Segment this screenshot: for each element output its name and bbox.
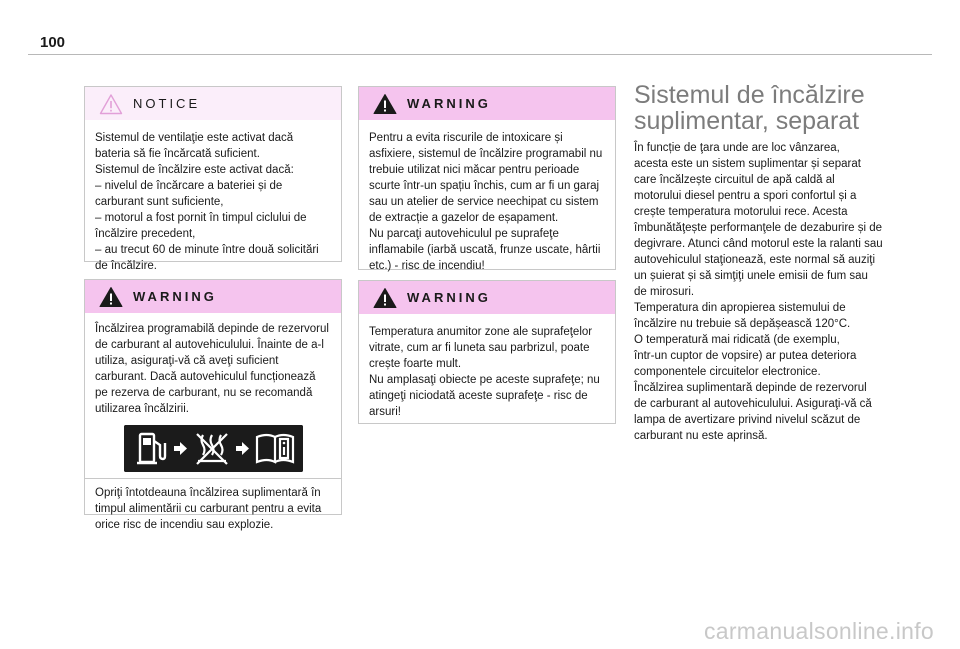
warning-body xyxy=(359,120,615,274)
text-line: Opriţi întotdeauna încălzirea suplimentară în xyxy=(95,487,321,499)
text-line: de mirosuri. xyxy=(634,286,695,298)
warning-body xyxy=(359,314,615,420)
text-line: Încălzirea programabilă depinde de rezervorul xyxy=(95,323,329,335)
warning-box-hot-surfaces xyxy=(358,280,616,424)
text-line: arsuri! xyxy=(369,406,401,418)
text-line: Nu amplasaţi obiecte pe aceste suprafeţe; nu xyxy=(369,374,600,386)
text-line: utilizarea încălzirii. xyxy=(95,403,189,415)
text-line: atingeţi niciodată aceste suprafeţe - risc de xyxy=(369,390,588,402)
text-line: Sistemul de încălzire este activat dacă: xyxy=(95,164,294,176)
text-line: Pentru a evita riscurile de intoxicare și xyxy=(369,132,563,144)
text-line: de carburant al autovehiculului. Înainte de a-l xyxy=(95,339,324,351)
text-line: etc.) - risc de incendiu! xyxy=(369,260,485,272)
text-line: carburant sunt suficiente, xyxy=(95,196,224,208)
text-line: acesta este un sistem suplimentar și separat xyxy=(634,158,861,170)
text-line: încălzire nu trebuie să depășească 120°C. xyxy=(634,318,851,330)
text-line: vitrate, cum ar fi luneta sau parbrizul, poate xyxy=(369,342,590,354)
text-line: carburant nu este aprinsă. xyxy=(634,430,768,442)
text-line: lampa de avertizare privind nivelul scăzut de xyxy=(634,414,861,426)
section-body xyxy=(634,140,896,444)
text-line: Încălzirea suplimentară depinde de rezervorul xyxy=(634,382,867,394)
warning-triangle-filled-icon xyxy=(99,286,123,308)
refuel-heater-illustration xyxy=(124,425,303,472)
text-line: inflamabile (iarbă uscată, frunze uscate, hârtii xyxy=(369,244,601,256)
text-line: – au trecut 60 de minute între două solicitări xyxy=(95,244,319,256)
text-line: asfixiere, sistemul de încălzire programabil nu xyxy=(369,148,603,160)
notice-header xyxy=(85,87,341,120)
text-line: autovehiculul staţionează, este normal să auziţi xyxy=(634,254,876,266)
warning-title: WARNING xyxy=(133,289,217,304)
warning-box-fuel xyxy=(84,279,342,531)
warning-triangle-filled-icon xyxy=(373,93,397,115)
text-line: Temperatura din apropierea sistemului de xyxy=(634,302,846,314)
warning-title: WARNING xyxy=(407,96,491,111)
text-line: îmbunătăţește performanţele de dezaburire și de xyxy=(634,222,883,234)
text-line: carburant. Dacă autovehiculul funcționează xyxy=(95,371,316,383)
notice-title: NOTICE xyxy=(133,96,201,111)
section-title-line: suplimentar, separat xyxy=(634,107,860,135)
text-line: de încălzire. xyxy=(95,260,158,272)
text-line: În funcție de ţara unde are loc vânzarea, xyxy=(634,142,840,154)
notice-box xyxy=(84,86,342,272)
text-line: Temperatura anumitor zone ale suprafeţelor xyxy=(369,326,593,338)
warning-header xyxy=(85,280,341,313)
text-line: – motorul a fost pornit în timpul ciclului de xyxy=(95,212,307,224)
text-line: Sistemul de ventilaţie este activat dacă xyxy=(95,132,294,144)
text-line: utiliza, asiguraţi-vă că aveţi suficient xyxy=(95,355,279,367)
text-line: de extracție a gazelor de eșapament. xyxy=(369,212,559,224)
text-line: de carburant al autovehiculului. Asiguraţi-vă că xyxy=(634,398,872,410)
warning-title: WARNING xyxy=(407,290,491,305)
watermark: carmanualsonline.info xyxy=(703,618,934,644)
text-line: Nu parcaţi autovehiculul pe suprafeţe xyxy=(369,228,559,240)
section-title xyxy=(634,82,934,134)
text-line: timpul alimentării cu carburant pentru a evita xyxy=(95,503,322,515)
warning-triangle-filled-icon xyxy=(373,287,397,309)
text-line: trebuie utilizat nici măcar pentru perioade xyxy=(369,164,580,176)
text-line: crește foarte mult. xyxy=(369,358,462,370)
warning-body-after xyxy=(85,479,341,533)
warning-header xyxy=(359,281,615,314)
section-title-line: Sistemul de încălzire xyxy=(634,81,865,109)
text-line: într-un cuptor de vopsire) ar putea deteriora xyxy=(634,350,857,362)
text-line: – nivelul de încărcare a bateriei și de xyxy=(95,180,283,192)
text-line: sau un atelier de service neechipat cu sistem xyxy=(369,196,599,208)
text-line: încălzire precedent, xyxy=(95,228,196,240)
text-line: O temperatură mai ridicată (de exemplu, xyxy=(634,334,840,346)
text-line: componentele circuitelor electronice. xyxy=(634,366,821,378)
text-line: scurte într-un spațiu închis, cum ar fi un garaj xyxy=(369,180,600,192)
text-line: pe rezerva de carburant, nu se recomandă xyxy=(95,387,313,399)
notice-body xyxy=(85,120,341,274)
text-line: bateria să fie încărcată suficient. xyxy=(95,148,260,160)
text-line: crește temperatura motorului rece. Acesta xyxy=(634,206,848,218)
text-line: care încălzește circuitul de apă caldă al xyxy=(634,174,835,186)
text-line: degivrare. Atunci când motorul este la ralanti sau xyxy=(634,238,883,250)
page-number: 100 xyxy=(40,34,66,51)
text-line: motorului diesel pentru a spori confortul și a xyxy=(634,190,857,202)
warning-box-intoxication xyxy=(358,86,616,270)
warning-header xyxy=(359,87,615,120)
warning-triangle-outline-icon xyxy=(99,93,123,115)
top-rule xyxy=(28,54,932,55)
text-line: un șuierat și să simţiţi unele emisii de fum sau xyxy=(634,270,868,282)
warning-body xyxy=(85,313,341,417)
text-line: orice risc de incendiu sau explozie. xyxy=(95,519,274,531)
